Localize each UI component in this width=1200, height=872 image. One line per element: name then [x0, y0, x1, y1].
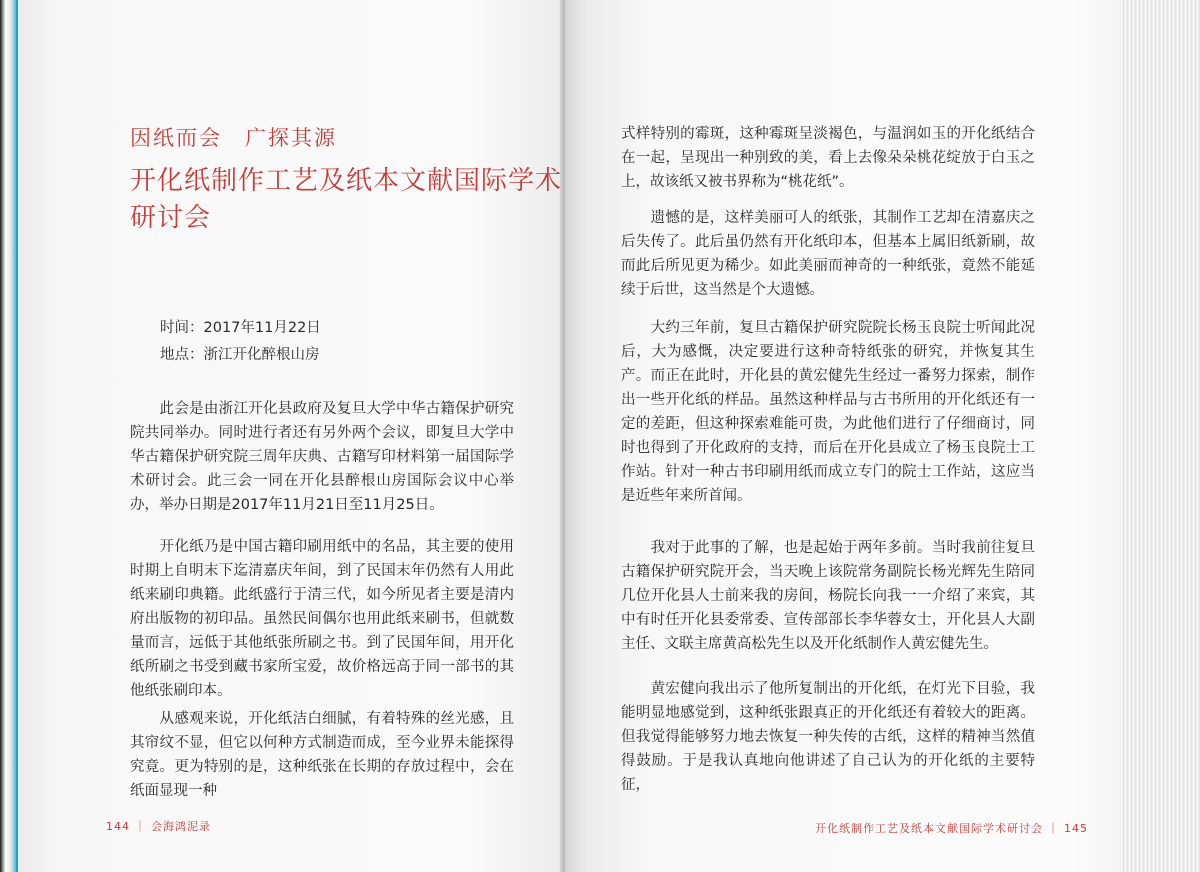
right-page — [565, 0, 1133, 872]
meeting-time: 时间：2017年11月22日 — [160, 320, 321, 336]
page-folio-right: 开化纸制作工艺及纸本文献国际学术研讨会 ｜ 145 — [815, 822, 1088, 835]
paragraph-2: 开化纸乃是中国古籍印刷用纸中的名品，其主要的使用时期上自明末下迄清嘉庆年间，到了民国末年仍然有人用此纸来刷印典籍。此纸盛行于清三代，如今所见者主要是清内府出版物的初印品。虽然民间偶尔也用此纸来刷书，但就数量而言，远低于其他纸张所刷之书。到了民国年间，用开化纸所刷之书受到藏书家所宝爱，故价格远高于同一部书的其他纸张刷印本。 — [130, 539, 514, 699]
book-edge-left — [0, 0, 18, 872]
paragraph-3: 从感观来说，开化纸洁白细腻，有着特殊的丝光感，且其帘纹不显，但它以何种方式制造而成，至今业界未能探得究竟。更为特别的是，这种纸张在长期的存放过程中，会在纸面显现一种 — [130, 711, 514, 799]
page-folio-left: 144 ｜ 会海鸿泥录 — [106, 820, 211, 833]
page-stack-edge — [1120, 0, 1200, 872]
chapter-title: 开化纸制作工艺及纸本文献国际学术研讨会 — [130, 166, 563, 233]
paragraph-1: 此会是由浙江开化县政府及复旦大学中华古籍保护研究院共同举办。同时进行者还有另外两个会议，即复旦大学中华古籍保护研究院三周年庆典、古籍写印材料第一届国际学术研讨会。此三会一同在开化县醉根山房国际会议中心举办，举办日期是2017年11月21日至11月25日。 — [130, 401, 514, 513]
chapter-subtitle: 因纸而会 广探其源 — [130, 126, 337, 150]
paragraph-4: 式样特别的霉斑，这种霉斑呈淡褐色，与温润如玉的开化纸结合在一起，呈现出一种别致的美，看上去像朵朵桃花绽放于白玉之上，故该纸又被书界称为“桃花纸”。 — [621, 126, 1035, 190]
paragraph-8: 黄宏健向我出示了他所复制出的开化纸，在灯光下目验，我能明显地感觉到，这种纸张跟真正的开化纸还有着较大的距离。但我觉得能够努力地去恢复一种失传的古纸，这样的精神当然值得鼓励。于是我认真地向他讲述了自己认为的开化纸的主要特征， — [621, 681, 1035, 793]
meeting-place: 地点：浙江开化醉根山房 — [160, 347, 320, 363]
left-page — [18, 0, 580, 872]
paragraph-5: 遗憾的是，这样美丽可人的纸张，其制作工艺却在清嘉庆之后失传了。此后虽仍然有开化纸印本，但基本上属旧纸新刷，故而此后所见更为稀少。如此美丽而神奇的一种纸张，竟然不能延续于后世，这当然是个大遗憾。 — [621, 210, 1035, 298]
paragraph-7: 我对于此事的了解，也是起始于两年多前。当时我前往复旦古籍保护研究院开会，当天晚上该院常务副院长杨光辉先生陪同几位开化县人士前来我的房间，杨院长向我一一介绍了来宾，其中有时任开化县委常委、宣传部部长李华蓉女士，开化县人大副主任、文联主席黄高松先生以及开化纸制作人黄宏健先生。 — [621, 540, 1035, 652]
paragraph-6: 大约三年前，复旦古籍保护研究院院长杨玉良院士听闻此况后，大为感慨，决定要进行这种奇特纸张的研究，并恢复其生产。而正在此时，开化县的黄宏健先生经过一番努力探索，制作出一些开化纸的样品。虽然这种样品与古书所用的开化纸还有一定的差距，但这种探索难能可贵，为此他们进行了仔细商讨，同时也得到了开化政府的支持，而后在开化县成立了杨玉良院士工作站。针对一种古书印刷用纸而成立专门的院士工作站，这应当是近些年来所首闻。 — [621, 320, 1035, 504]
